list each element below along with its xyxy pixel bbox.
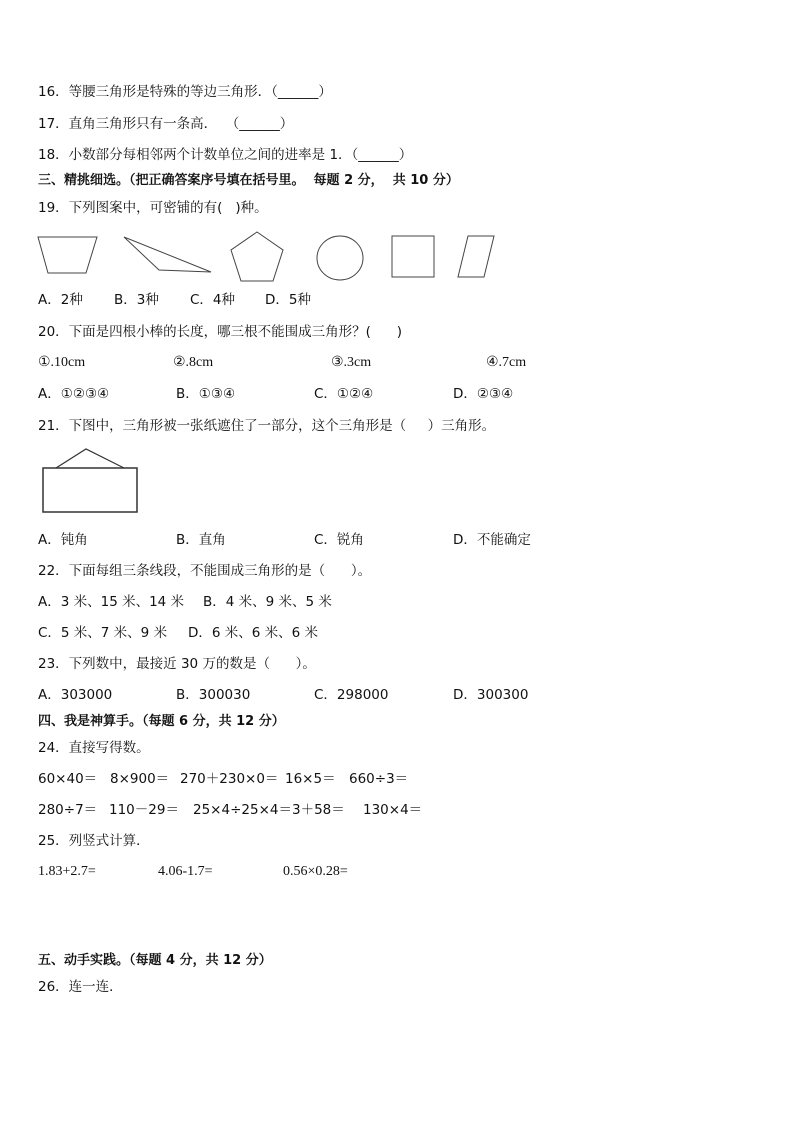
q19-option-c: C．4种 (190, 292, 236, 308)
q20-option-b: B．①③④ (176, 386, 236, 402)
parallelogram-icon (456, 234, 498, 280)
question-26-stem: 26．连一连． (38, 979, 123, 995)
q24-row1-item-4: 16×5＝ (285, 771, 336, 787)
q20-option-d: D．②③④ (453, 386, 514, 402)
question-16: 16．等腰三角形是特殊的等边三角形．（______） (38, 84, 332, 100)
question-24-stem: 24．直接写得数。 (38, 740, 150, 756)
q25-item-2: 4.06-1.7= (158, 864, 213, 879)
question-19-stem: 19．下列图案中，可密铺的有( )种。 (38, 200, 268, 216)
q21-option-d: D．不能确定 (453, 532, 531, 548)
question-22-stem: 22．下面每组三条线段，不能围成三角形的是（ ）。 (38, 563, 372, 579)
trapezoid-icon (36, 234, 100, 276)
question-17: 17．直角三角形只有一条高． （______） (38, 116, 294, 132)
question-18: 18．小数部分每相邻两个计数单位之间的进率是 1．（______） (38, 147, 413, 163)
q19-option-b: B．3种 (114, 292, 159, 308)
q24-row1-item-5: 660÷3＝ (349, 771, 409, 787)
q20-item-2: ②.8cm (173, 355, 214, 370)
q19-option-d: D．5种 (265, 292, 311, 308)
q24-row2-item-5: 130×4＝ (363, 802, 423, 818)
q22-option-b: B．4 米、9 米、5 米 (203, 594, 332, 610)
q24-row1-item-3: 270＋230×0＝ (180, 771, 279, 787)
q23-option-c: C．298000 (314, 687, 389, 703)
q24-row1-item-2: 8×900＝ (110, 771, 170, 787)
q20-option-a: A．①②③④ (38, 386, 110, 402)
covered-triangle-figure (40, 446, 142, 516)
q25-item-3: 0.56×0.28= (283, 864, 348, 879)
q24-row2-item-3: 25×4÷25×4＝ (193, 802, 292, 818)
question-25-stem: 25．列竖式计算． (38, 833, 150, 849)
q24-row2-item-4: 3＋58＝ (292, 802, 345, 818)
q20-item-4: ④.7cm (486, 355, 527, 370)
q22-option-d: D．6 米、6 米、6 米 (188, 625, 319, 641)
q20-item-1: ①.10cm (38, 355, 86, 370)
q21-option-a: A．钝角 (38, 532, 88, 548)
square-icon (389, 234, 437, 280)
q25-item-1: 1.83+2.7= (38, 864, 96, 879)
q24-row2-item-1: 280÷7＝ (38, 802, 98, 818)
question-20-stem: 20．下面是四根小棒的长度，哪三根不能围成三角形？( ) (38, 324, 402, 340)
pentagon-icon (228, 230, 286, 284)
q23-option-d: D．300300 (453, 687, 529, 703)
circle-icon (314, 234, 366, 282)
q22-option-a: A．3 米、15 米、14 米 (38, 594, 185, 610)
q24-row2-item-2: 110－29＝ (109, 802, 179, 818)
q22-option-c: C．5 米、7 米、9 米 (38, 625, 168, 641)
section-5-heading: 五、动手实践。（每题 4 分，共 12 分） (38, 953, 272, 968)
q24-row1-item-1: 60×40＝ (38, 771, 98, 787)
q20-option-c: C．①②④ (314, 386, 374, 402)
triangle-icon (121, 234, 215, 276)
section-4-heading: 四、我是神算手。（每题 6 分，共 12 分） (38, 714, 285, 729)
q23-option-a: A．303000 (38, 687, 113, 703)
question-23-stem: 23．下列数中，最接近 30 万的数是（ ）。 (38, 656, 316, 672)
q21-option-b: B．直角 (176, 532, 226, 548)
q20-item-3: ③.3cm (331, 355, 372, 370)
section-3-heading: 三、精挑细选。（把正确答案序号填在括号里。 每题 2 分， 共 10 分） (38, 173, 459, 188)
q19-option-a: A．2种 (38, 292, 83, 308)
question-21-stem: 21．下图中，三角形被一张纸遮住了一部分，这个三角形是（ ）三角形。 (38, 418, 496, 434)
q23-option-b: B．300030 (176, 687, 251, 703)
q21-option-c: C．锐角 (314, 532, 364, 548)
